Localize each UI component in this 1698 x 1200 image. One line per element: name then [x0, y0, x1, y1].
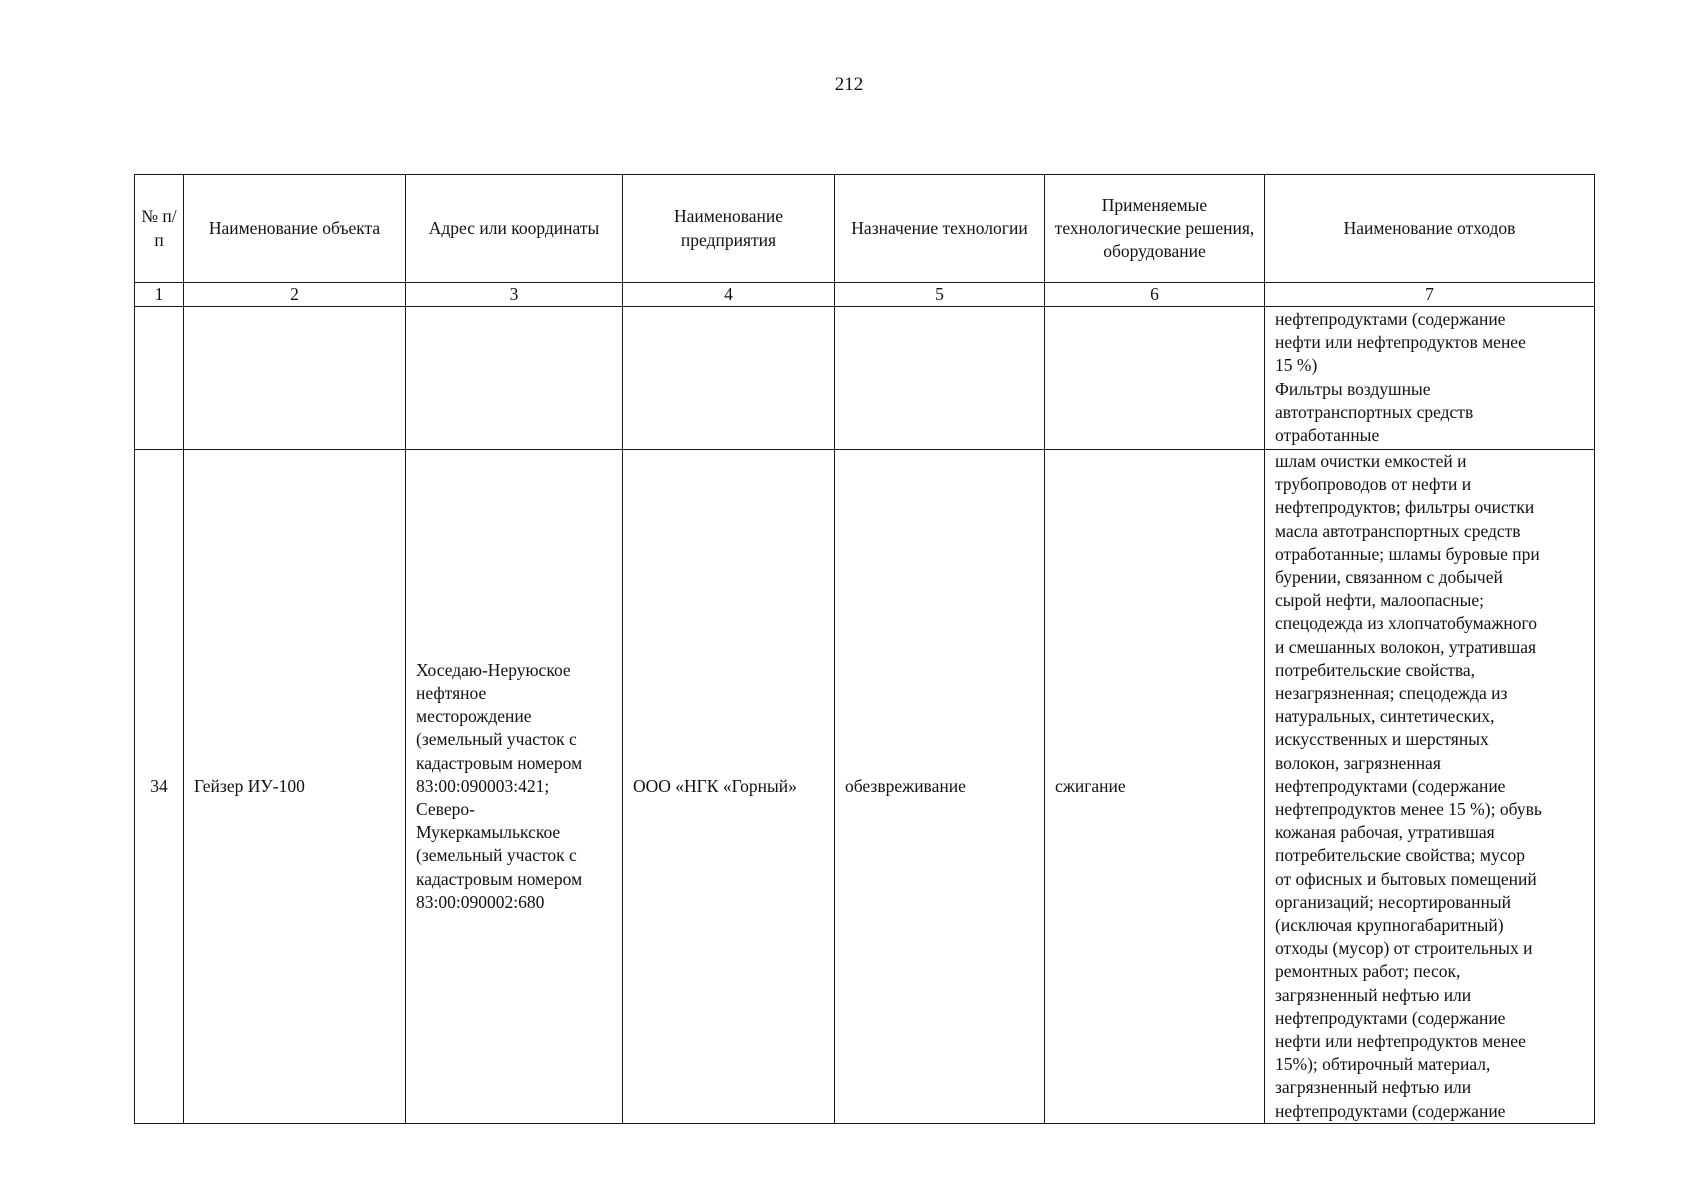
address-line: (земельный участок с	[416, 729, 577, 750]
waste-line: автотранспортных средств	[1275, 401, 1474, 422]
waste-line: (исключая крупногабаритный)	[1275, 915, 1504, 936]
header-enterprise: Наименование предприятия	[623, 175, 835, 283]
header-row-number: № п/п	[135, 175, 184, 283]
waste-line: нефти или нефтепродуктов менее	[1275, 332, 1526, 353]
row-number: 34	[135, 450, 184, 1124]
address-cell	[406, 450, 623, 1124]
address-line: Северо-	[416, 799, 475, 820]
waste-line: 15 %)	[1275, 355, 1318, 376]
header-waste-name: Наименование отходов	[1265, 175, 1595, 283]
column-number: 1	[135, 283, 184, 307]
empty-cell	[406, 307, 623, 450]
waste-line: натуральных, синтетических,	[1275, 706, 1495, 727]
object-name: Гейзер ИУ-100	[184, 450, 406, 1124]
waste-line: Фильтры воздушные	[1275, 378, 1431, 399]
empty-cell	[135, 307, 184, 450]
waste-line: загрязненный нефтью или	[1275, 1077, 1472, 1098]
waste-line: спецодежда из хлопчатобумажного	[1275, 613, 1538, 634]
address-line: 83:00:090003:421;	[416, 775, 550, 796]
waste-cell-continued	[1265, 307, 1595, 450]
waste-line: загрязненный нефтью или	[1275, 984, 1472, 1005]
table-row-34	[135, 450, 1595, 1124]
column-number: 3	[406, 283, 623, 307]
technology-purpose: обезвреживание	[835, 450, 1045, 1124]
waste-line: отработанные	[1275, 425, 1380, 446]
waste-line: масла автотранспортных средств	[1275, 520, 1521, 541]
waste-line: шлам очистки емкостей и	[1275, 451, 1467, 471]
header-row	[135, 175, 1595, 283]
empty-cell	[184, 307, 406, 450]
empty-cell	[835, 307, 1045, 450]
column-number: 7	[1265, 283, 1595, 307]
column-number: 2	[184, 283, 406, 307]
address-line: месторождение	[416, 706, 532, 727]
waste-line: нефтепродуктами (содержание	[1275, 775, 1506, 796]
waste-line: и смешанных волокон, утратившая	[1275, 636, 1537, 657]
waste-line: бурении, связанном с добычей	[1275, 567, 1503, 588]
waste-cell	[1265, 450, 1595, 1124]
address-line: Мукеркамылькское	[416, 822, 561, 843]
waste-line: ремонтных работ; песок,	[1275, 961, 1461, 982]
column-number: 5	[835, 283, 1045, 307]
continuation-row	[135, 307, 1595, 450]
address-line: кадастровым номером	[416, 868, 583, 889]
column-number: 4	[623, 283, 835, 307]
waste-line: искусственных и шерстяных	[1275, 729, 1489, 750]
waste-line: незагрязненная; спецодежда из	[1275, 683, 1508, 704]
address-line: кадастровым номером	[416, 752, 583, 773]
enterprise-name: ООО «НГК «Горный»	[623, 450, 835, 1124]
header-address: Адрес или координаты	[406, 175, 623, 283]
waste-line: потребительские свойства; мусор	[1275, 845, 1526, 866]
header-object-name: Наименование объекта	[184, 175, 406, 283]
address-line: нефтяное	[416, 683, 487, 704]
waste-line: 15%); обтирочный материал,	[1275, 1054, 1491, 1075]
waste-line: организаций; несортированный	[1275, 891, 1511, 912]
waste-facilities-table	[134, 174, 1595, 1124]
waste-line: отходы (мусор) от строительных и	[1275, 938, 1533, 959]
empty-cell	[623, 307, 835, 450]
waste-line: волокон, загрязненная	[1275, 752, 1441, 773]
waste-line: от офисных и бытовых помещений	[1275, 868, 1537, 889]
waste-line: нефтепродуктов; фильтры очистки	[1275, 497, 1535, 518]
waste-line: нефтепродуктов менее 15 %); обувь	[1275, 799, 1542, 820]
address-line: Хоседаю-Неруюское	[416, 659, 571, 680]
waste-line: кожаная рабочая, утратившая	[1275, 822, 1495, 843]
waste-line: трубопроводов от нефти и	[1275, 474, 1472, 495]
address-line: 83:00:090002:680	[416, 891, 545, 912]
waste-line: сырой нефти, малоопасные;	[1275, 590, 1484, 611]
waste-line: отработанные; шламы буровые при	[1275, 543, 1540, 564]
waste-line: нефтепродуктами (содержание	[1275, 1007, 1506, 1028]
technology-solution: сжигание	[1045, 450, 1265, 1124]
waste-line: нефтепродуктами (содержание	[1275, 309, 1506, 329]
column-number-row	[135, 283, 1595, 307]
page-number: 212	[834, 74, 864, 95]
column-number: 6	[1045, 283, 1265, 307]
waste-line: потребительские свойства,	[1275, 659, 1476, 680]
header-technology-solutions: Применяемые технологические решения, оборудование	[1045, 175, 1265, 283]
header-technology-purpose: Назначение технологии	[835, 175, 1045, 283]
empty-cell	[1045, 307, 1265, 450]
address-line: (земельный участок с	[416, 845, 577, 866]
waste-line: нефти или нефтепродуктов менее	[1275, 1031, 1526, 1052]
waste-line: нефтепродуктами (содержание	[1275, 1100, 1506, 1121]
